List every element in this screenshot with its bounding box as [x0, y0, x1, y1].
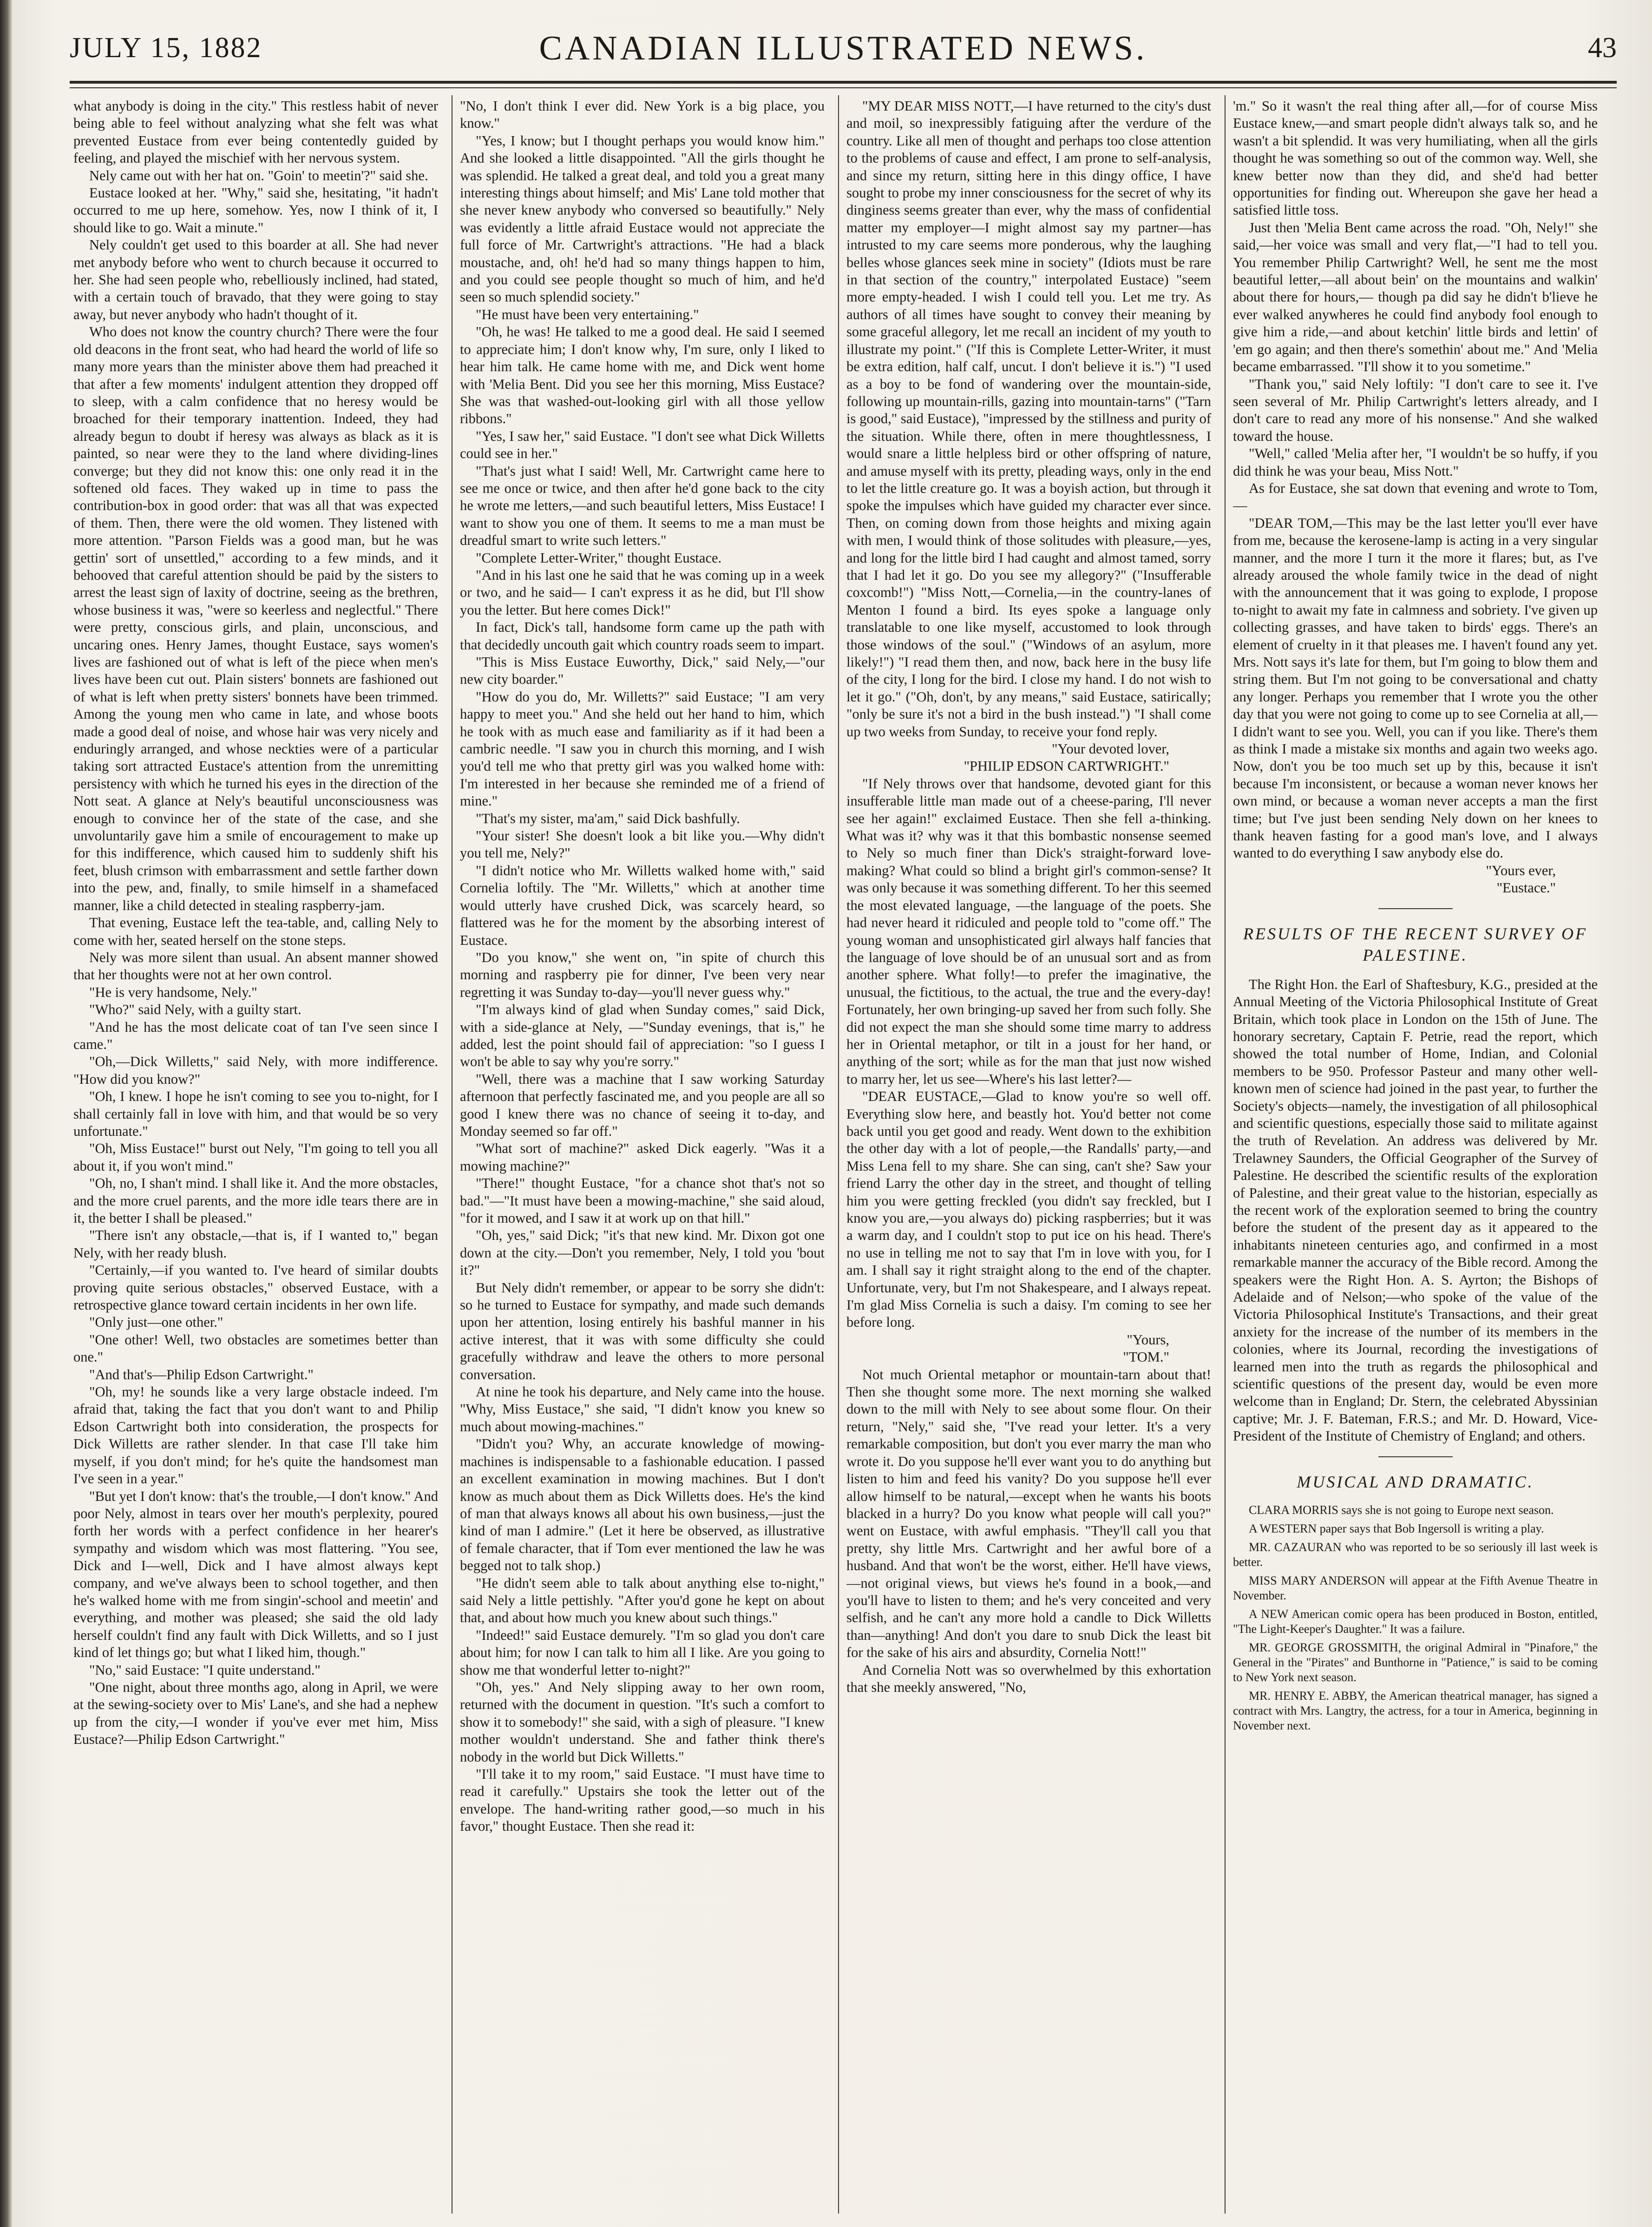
paragraph: "There isn't any obstacle,—that is, if I wanted to," began Nely, with her ready blush. — [73, 1227, 438, 1261]
paragraph: That evening, Eustace left the tea-table, and, calling Nely to come with her, seated herself on the stone steps. — [73, 915, 438, 948]
musical-dramatic-heading: MUSICAL AND DRAMATIC. — [1297, 1472, 1534, 1491]
news-item: MR. HENRY E. ABBY, the American theatrical manager, has signed a contract with Mrs. Langtry, the actress, for a tour in America, beginning in November next. — [1233, 1689, 1598, 1732]
paragraph: "He must have been very entertaining." — [476, 306, 699, 322]
paragraph: At nine he took his departure, and Nely came into the house. "Why, Miss Eustace," she said, "I didn't know you knew so much about mowing-machines." — [460, 1384, 825, 1434]
paragraph: "Oh, he was! He talked to me a good deal. He said I seemed to appreciate him; I don't know why, I'm sure, only I liked to hear him talk. He came home with me, and Dick went home with 'Melia Bent. Did you see her this morning, Miss Eustace? She was that washed-out-looking girl with all those yellow ribbons." — [460, 324, 825, 427]
column-divider — [838, 95, 839, 2214]
paragraph: "No, I don't think I ever did. New York is a big place, you know." — [460, 98, 825, 131]
page-number: 43 — [1588, 32, 1617, 64]
paragraph: "Oh, yes." And Nely slipping away to her own room, returned with the document in question. "It's such a comfort to show it to somebody!" she said, with a sigh of pleasure. "I knew mother wouldn't understand. She and father think there's nobody in the world but Dick Willetts." — [460, 1679, 825, 1765]
paragraph: "Yes, I know; but I thought perhaps you would know him." And she looked a little disappointed. "All the girls thought he was splendid. He talked a great deal, and told you a great many interesting things about himself; and Mis' Lane told mother that she never knew anybody who conversed so beautifully." Nely was evidently a little afraid Eustace would not appreciate the full force of Mr. Cartwright's attractions. "He had a black moustache, and, oh! he'd had so many things happen to him, and you could see people thought so much of him, and he'd seen so much splendid society." — [460, 132, 825, 305]
paragraph: "But yet I don't know: that's the trouble,—I don't know." And poor Nely, almost in tears over her mouth's perplexity, poured forth her words with a perfect confidence in her hearer's sympathy and wisdom which was most flattering. "You see, Dick and I—well, Dick and I have almost always kept company, and we've always been to school together, and then he's walked home with me from singin'-school and meetin' and everything, and mother was pleased; she said the old lady herself couldn't find any fault with Dick Willetts, and so I just kind of let things go; but what I liked him, though." — [73, 1488, 438, 1661]
binding-edge — [0, 0, 12, 2227]
paragraph: "Do you know," she went on, "in spite of church this morning and raspberry pie for dinner, I've been very near regretting it was Sunday to-day—you'll never guess why." — [460, 949, 825, 1000]
masthead-rule — [70, 81, 1617, 84]
paragraph: Eustace looked at her. "Why," said she, hesitating, "it hadn't occurred to me up here, somehow. Yes, now I think of it, I should like to go. Wait a minute." — [73, 185, 438, 236]
paragraph: "And he has the most delicate coat of tan I've seen since I came." — [73, 1019, 438, 1052]
masthead — [70, 29, 1617, 80]
issue-date: JULY 15, 1882 — [70, 32, 262, 64]
column-4 — [1233, 98, 1598, 2216]
paragraph: Nely couldn't get used to this boarder at all. She had never met anybody before who went to church because it occurred to her. She had seen people who, rebelliously inclined, had stated, with a certain touch of bravado, that they were going to stay away, but never anybody who hadn't thought of it. — [73, 237, 438, 322]
masthead-rule-thin — [70, 87, 1617, 88]
letter-signature: "TOM." — [1123, 1349, 1169, 1365]
paragraph: "No," said Eustace: "I quite understand." — [89, 1662, 321, 1678]
newspaper-title: CANADIAN ILLUSTRATED NEWS. — [539, 29, 1147, 67]
section-divider — [1378, 908, 1453, 909]
paragraph: Who does not know the country church? There were the four old deacons in the front seat, who had heard the world of life so many more years than the minister above them had preached it that after a few moments' indulgent attention they dropped off to sleep, with a calm confidence that no heresy would be broached for their temporary inattention. Indeed, they had already begun to doubt if heresy was always as black as it is painted, so near were they to the land where dividing-lines converge; but they did not know this: one only read it in the softened old faces. They waked up in time to pass the contribution-box in good order: that was all that was expected of them. Then, there were the old women. They listened with more attention. "Parson Fields was a good man, but he was gettin' sort of unsettled," according to a few minds, and it behooved that careful attention should be paid by the sisters to arrest the least sign of laxity of doctrine, seeing as the brethren, whose business it was, "were so keerless and neglectful." There were pretty, conscious girls, and plain, unconscious, and uncaring ones. Henry James, thought Eustace, says women's lives are fashioned out of what is left of the piece when men's lives have been cut out. Plain sisters' bonnets are fashioned out of what is left when pretty sisters' bonnets have been trimmed. Among the young men who came in late, and whose boots made a good deal of noise, and whose hair was very nicely and enduringly arranged, and whose neckties were of a particular taking sort attracted Eustace's attention from the unremitting persistency with which he turned his eyes in the direction of the Nott seat. A glance at Nely's beautiful unconsciousness was enough to convince her of the state of the case, and she unvoluntarily gave him a smile of encouragement to make up for this indifference, which caused him to suddenly shift his feet, blush crimson with embarrassment and settle farther down into the pew, and, finally, to smile himself in a shamefaced manner, like a child detected in stealing raspberry-jam. — [73, 324, 438, 913]
paragraph: "What sort of machine?" asked Dick eagerly. "Was it a mowing machine?" — [460, 1140, 825, 1174]
news-item: A NEW American comic opera has been produced in Boston, entitled, "The Light-Keeper's Daughter." It was a failure. — [1233, 1607, 1598, 1636]
paragraph: "DEAR EUSTACE,—Glad to know you're so well off. Everything slow here, and beastly hot. You'd better not come back until you get good and ready. Went down to the exhibition the other day with a lot of people,—the Randalls' party,—and Miss Lena fell to my share. She can sing, can't she? Saw your friend Larry the other day in the street, and thought of telling him you were getting freckled (you didn't say freckled, but I know you are,—you always do) picking raspberries; but it was a warm day, and I couldn't stop to put ice on his head. There's no use in telling me not to say that I'm in love with you, for I am. I shall say it right straight along to the end of the chapter. Unfortunate, very, but I'm not Shakespeare, and I always repeat. I'm glad Miss Cornelia is such a daisy. I'm coming to see her before long. — [846, 1088, 1211, 1330]
paragraph: Nely was more silent than usual. An absent manner showed that her thoughts were not at her own control. — [73, 949, 438, 983]
letter-signature: "Eustace." — [1496, 880, 1556, 896]
news-item: A WESTERN paper says that Bob Ingersoll is writing a play. — [1249, 1521, 1544, 1535]
news-item: CLARA MORRIS says she is not going to Europe next season. — [1249, 1503, 1554, 1517]
paragraph: "And in his last one he said that he was coming up in a week or two, and he said— I can't express it as he did, but I'll show you the letter. But here comes Dick!" — [460, 567, 825, 618]
letter-closing: "Your devoted lover, — [1052, 741, 1169, 757]
paragraph: "This is Miss Eustace Euworthy, Dick," said Nely,—"our new city boarder." — [460, 654, 825, 688]
survey-heading: RESULTS OF THE RECENT SURVEY OF PALESTINE. — [1243, 924, 1587, 964]
paragraph: "And that's—Philip Edson Cartwright." — [89, 1366, 314, 1382]
paragraph: 'm." So it wasn't the real thing after all,—for of course Miss Eustace knew,—and smart people didn't always talk so, and he wasn't a bit splendid. It was very humiliating, when all the girls thought he was something so out of the common way. Well, she knew better now than they did, and she'd had better opportunities for finding out. Whereupon she gave her head a satisfied little toss. — [1233, 98, 1598, 218]
paragraph: "Oh, my! he sounds like a very large obstacle indeed. I'm afraid that, taking the fact that you don't want to and Philip Edson Cartwright both into consideration, the prospects for Dick Willetts are rather slender. In that case I'll take him myself, if you don't mind; for he's quite the handsomest man I've seen in a year." — [73, 1384, 438, 1487]
paragraph: "That's just what I said! Well, Mr. Cartwright came here to see me once or twice, and then after he'd gone back to the city he wrote me letters,—and such beautiful letters, Miss Eustace! I want to show you one of them. It seems to me a man must be dreadful smart to write such letters." — [460, 463, 825, 549]
paragraph: "Yes, I saw her," said Eustace. "I don't see what Dick Willetts could see in her." — [460, 428, 825, 462]
column-1 — [73, 98, 438, 2216]
paragraph: "One night, about three months ago, along in April, we were at the sewing-society over to Mis' Lane's, and she had a nephew up from the city,—I wonder if you've ever met him, Miss Eustace?—Philip Edson Cartwright." — [73, 1679, 438, 1748]
paragraph: As for Eustace, she sat down that evening and wrote to Tom,— — [1233, 480, 1598, 514]
news-item: MISS MARY ANDERSON will appear at the Fifth Avenue Theatre in November. — [1233, 1573, 1598, 1602]
letter-closing: "Yours ever, — [1486, 862, 1556, 878]
paragraph: "Your sister! She doesn't look a bit like you.—Why didn't you tell me, Nely?" — [460, 828, 825, 861]
survey-article: The Right Hon. the Earl of Shaftesbury, K.G., presided at the Annual Meeting of the Victoria Philosophical Institute of Great Britain, which took place in London on the 15th of June. The honorary secretary, Captain F. Petrie, read the report, which showed the total number of Home, Indian, and Colonial members to be 950. Professor Pasteur and many other well-known men of science had joined in the past year, to further the Society's objects—namely, the investigation of all philosophical and scientific questions, especially those said to militate against the truth of Revelation. An address was delivered by Mr. Trelawney Saunders, the Official Geographer of the Survey of Palestine. He described the scientific results of the exploration of Palestine, and their great value to the historian, especially as the recent work of the exploration seemed to bring the country before the student of the present day as it appeared to the inhabitants nineteen centuries ago, and confirmed in a most remarkable manner the accuracy of the Bible record. Among the speakers were the Right Hon. A. S. Ayrton; the Bishops of Adelaide and of Nelson;—who spoke of the value of the Victoria Philosophical Institute's Transactions, and their great anxiety for the increase of the number of its members in the colonies, where its Journal, recording the investigations of learned men into the truth as regards the philosophical and scientific questions of the present day, would be even more welcome than in England; Dr. Stern, the celebrated Abyssinian captive; Mr. J. F. Bateman, F.R.S.; and Mr. D. Howard, Vice-President of the Institute of Chemistry of England; and others. — [1233, 976, 1598, 1444]
paragraph: And Cornelia Nott was so overwhelmed by this exhortation that she meekly answered, "No, — [846, 1662, 1211, 1695]
paragraph: "Who?" said Nely, with a guilty start. — [89, 1002, 302, 1018]
paragraph: "Oh, yes," said Dick; "it's that new kind. Mr. Dixon got one down at the city.—Don't you remember, Nely, I told you 'bout it?" — [460, 1227, 825, 1278]
paragraph: "Thank you," said Nely loftily: "I don't care to see it. I've seen several of Mr. Philip Cartwright's letters already, and I don't care to read any more of his nonsense." And she walked toward the house. — [1233, 376, 1598, 444]
paragraph: Just then 'Melia Bent came across the road. "Oh, Nely!" she said,—her voice was small and very flat,—"I had to tell you. You remember Philip Cartwright? Well, he sent me the most beautiful letter,—all about bein' on the mountains and walkin' about there for hours,— though pa did say he didn't b'lieve he ever walked anywheres he could find anybody fool enough to give him a ride,—and about ketchin' little birds and lettin' of 'em go again; and then there's somethin' about me." And 'Melia became embarrassed. "I'll show it to you sometime." — [1233, 219, 1598, 375]
paragraph: Not much Oriental metaphor or mountain-tarn about that! Then she thought some more. The next morning she walked down to the mill with Nely to see about some flour. On their return, "Nely," said she, "I've read your letter. It's a very remarkable composition, but don't you ever marry the man who wrote it. Do you suppose he'll ever want you to do anything but listen to him and feed his vanity? Do you suppose he'll ever allow himself to be natural,—except when he wants his boots blacked in a hurry? Do you know what people will call you?" went on Eustace, with awful emphasis. "They'll call you that pretty, shy little Mrs. Cartwright and her awful bore of a husband. And that won't be the worst, either. He'll have views,—not original views, but views he's found in a book,—and you'll have to listen to them; and he's very conceited and very selfish, and he can't any more hold a candle to Dick Willetts than—anything! And don't you dare to snub Dick the least bit for the sake of his airs and absurdity, Cornelia Nott!" — [846, 1366, 1211, 1661]
paragraph: "Indeed!" said Eustace demurely. "I'm so glad you don't care about him; for now I can talk to him all I like. Are you going to show me that wonderful letter to-night?" — [460, 1627, 825, 1678]
paragraph: In fact, Dick's tall, handsome form came up the path with that decidedly uncouth gait which country roads seem to impart. — [460, 619, 825, 653]
news-item: MR. GEORGE GROSSMITH, the original Admiral in "Pinafore," the General in the "Pirates" and Bunthorne in "Patience," is said to be coming to New York next season. — [1233, 1640, 1598, 1684]
news-item: MR. CAZAURAN who was reported to be so seriously ill last week is better. — [1233, 1540, 1598, 1569]
paragraph: "If Nely throws over that handsome, devoted giant for this insufferable little man made out of a cheese-paring, I'll never see her again!" exclaimed Eustace. Then she fell a-thinking. What was it? why was it that this bombastic nonsense seemed to Nely so much finer than Dick's straight-forward love-making? What could so blind a bright girl's common-sense? It was only because it was something different. To her this seemed the most elevated language, —the language of the poets. She had never heard it ridiculed and people told to "come off." The young woman and unsophisticated girl always half fancies that the language of love should be of an unusual sort and as from another sphere. What folly!—to prefer the imaginative, the unusual, the fictitious, to the actual, the true and the every-day! Fortunately, her own bringing-up saved her from such folly. She did not expect the man she should some time marry to address her in Oriental metaphor, or tilt in a joust for her hand, or anything of the sort; while as for the man that just now wished to marry her, let us see—Where's his last letter?— — [846, 775, 1211, 1087]
musical-notes — [1233, 1503, 1598, 1733]
paragraph: "Well, there was a machine that I saw working Saturday afternoon that perfectly fascinated me, and you people are all so good I knew there was no chance of seeing it to-day, and Monday seemed so far off." — [460, 1071, 825, 1139]
paragraph: Nely came out with her hat on. "Goin' to meetin'?" said she. — [89, 167, 428, 183]
column-3 — [846, 98, 1211, 2216]
paragraph: "DEAR TOM,—This may be the last letter you'll ever have from me, because the kerosene-lamp is acting in a very singular manner, and the more I turn it the more it flares; but, as I've already aroused the whole family twice in the dead of night with the announcement that it was going to explode, I propose to-night to await my fate in calmness and sobriety. I've given up collecting grasses, and have taken to birds' eggs. There's an element of cruelty in it that pleases me. I haven't found any yet. Mrs. Nott says it's late for them, but I'm going to blow them and string them. But I'm not going to be conversational and chatty any longer. Perhaps you remember that I wrote you the other day that you were not going to come up to see Cornelia at all,—I didn't want to see you. Well, you can if you like. There's them as think I made a mistake six months and again two weeks ago. Now, don't you be too much set up by this, because it isn't because I'm inconsistent, or because a woman never knows her own mind, or because a woman never accepts a man the first time; but I've just been sending Nely down on her knees to thank heaven fasting for a good man's love, and I always wanted to do everything I saw anybody else do. — [1233, 515, 1598, 861]
letter-closing: "Yours, — [1127, 1331, 1169, 1348]
paragraph: "Certainly,—if you wanted to. I've heard of similar doubts proving quite serious obstacles," observed Eustace, with a retrospective glance toward certain incidents in her own life. — [73, 1262, 438, 1313]
section-divider — [1378, 1456, 1453, 1457]
paragraph: "How do you do, Mr. Willetts?" said Eustace; "I am very happy to meet you." And she held out her hand to him, which he took with as much ease and familiarity as if it had been a cambric needle. "I saw you in church this morning, and I wish you'd tell me who that pretty girl was you walked home with: I'm interested in her because she reminded me of a friend of mine." — [460, 688, 825, 809]
paragraph: "Didn't you? Why, an accurate knowledge of mowing-machines is indispensable to a fashionable education. I passed an excellent examination in mowing machines. But I don't know as much about them as Dick Willetts does. He's the kind of man that always knows all about his own business,—just the kind of man I admire." (Let it here be observed, as illustrative of female character, that if Tom ever mentioned the law he was begged not to talk shop.) — [460, 1436, 825, 1574]
paragraph: "Oh, no, I shan't mind. I shall like it. And the more obstacles, and the more cruel parents, and the more idle tears there are in it, the better I shall be pleased." — [73, 1175, 438, 1226]
paragraph: "Oh, Miss Eustace!" burst out Nely, "I'm going to tell you all about it, if you won't mind." — [73, 1140, 438, 1174]
column-2 — [460, 98, 825, 2216]
paragraph: "Oh, I knew. I hope he isn't coming to see you to-night, for I shall certainly fall in love with him, and that would be so very unfortunate." — [73, 1088, 438, 1139]
paragraph: "He didn't seem able to talk about anything else to-night," said Nely a little pettishly. "After you'd gone he kept on about that, and about how much you knew about such things." — [460, 1575, 825, 1626]
paragraph: "I'll take it to my room," said Eustace. "I must have time to read it carefully." Upstairs she took the letter out of the envelope. The hand-writing rather good,—so much in his favor," thought Eustace. Then she read it: — [460, 1766, 825, 1834]
paragraph: what anybody is doing in the city." This restless habit of never being able to feel without analyzing what she felt was what prevented Eustace from ever being contentedly guided by feeling, and played the mischief with her nervous system. — [73, 98, 438, 166]
column-divider — [1225, 95, 1226, 2214]
letter-signature: "PHILIP EDSON CARTWRIGHT." — [964, 758, 1169, 774]
paragraph: "Only just—one other." — [89, 1314, 223, 1330]
paragraph: "I didn't notice who Mr. Willetts walked home with," said Cornelia loftily. The "Mr. Willetts," which at another time would utterly have crushed Dick, was scarcely heard, so flattered was he for the moment by the absorbing interest of Eustace. — [460, 862, 825, 948]
paragraph: "Oh,—Dick Willetts," said Nely, with more indifference. "How did you know?" — [73, 1054, 438, 1087]
paragraph: "MY DEAR MISS NOTT,—I have returned to the city's dust and moil, so inexpressibly fatiguing after the verdure of the country. Like all men of thought and perhaps too close attention to the problems of cause and effect, I am prone to self-analysis, and since my return, sitting here in this dingy office, I have sought to probe my inner consciousness for the secret of why its dinginess seems greater than ever, why the mass of confidential matter my employer—I might almost say my partner—has intrusted to my care seems more ponderous, why the laughing belles whose glances seek mine in society" (Idiots must be rare in that section of the country," interpolated Eustace) "seem more empty-headed. I wish I could tell you. Let me try. As authors of all times have sought to convey their meaning by some graceful allegory, let me recall an incident of my youth to illustrate my point." ("If this is Complete Letter-Writer, it must be extra edition, half calf, uncut. I don't believe it is.") "I used as a boy to be fond of wandering over the mountain-side, following up mountain-rills, gazing into mountain-tarns" ("Tarn is good," said Eustace), "impressed by the stillness and purity of the situation. While there, often in mere thoughtlessness, I would snare a little helpless bird or other offspring of nature, and amuse myself with its pretty, pleading ways, only in the end to let the little creature go. It was a boyish action, but through it spoke the impulses which have guided my character ever since. Then, on coming down from those heights and mixing again with men, I would think of those solitudes with pleasure,—yes, and long for the little bird I had caught and almost tamed, sorry that I had let it go. Do you see my allegory?" ("Insufferable coxcomb!") "Miss Nott,—Cornelia,—in the country-lanes of Menton I found a bird. Its eyes spoke a language only translatable to one like myself, accustomed to look through those windows of the soul." ("Windows of an asylum, more likely!") "I read them then, and now, back here in the busy life of the city, I long for the bird. I close my hand. I do not wish to let it go." ("Oh, don't, by any means," said Eustace, satirically; "only be sure it's not a bird in the bush instead.") "I shall come up two weeks from Sunday, to receive your fond reply. — [846, 98, 1211, 740]
paragraph: "I'm always kind of glad when Sunday comes," said Dick, with a side-glance at Nely, —"Sunday evenings, that is," he added, lest the point should fail of appreciation: "so I guess I won't be able to say why you're sorry." — [460, 1002, 825, 1070]
paragraph: But Nely didn't remember, or appear to be sorry she didn't: so he turned to Eustace for sympathy, and made such demands upon her attention, losing entirely his bashful manner in his active interest, that it was with some difficulty she could gracefully withdraw and leave the others to more personal conversation. — [460, 1279, 825, 1382]
paragraph: "Complete Letter-Writer," thought Eustace. — [476, 550, 722, 566]
paragraph: "Well," called 'Melia after her, "I wouldn't be so huffy, if you did think he was your beau, Miss Nott." — [1233, 445, 1598, 479]
paragraph: "One other! Well, two obstacles are sometimes better than one." — [73, 1331, 438, 1365]
paragraph: "That's my sister, ma'am," said Dick bashfully. — [476, 810, 740, 826]
paragraph: "There!" thought Eustace, "for a chance shot that's not so bad."—"It must have been a mowing-machine," she said aloud, "for it mowed, and I saw it at work up on that hill." — [460, 1175, 825, 1226]
paragraph: "He is very handsome, Nely." — [89, 984, 257, 1000]
